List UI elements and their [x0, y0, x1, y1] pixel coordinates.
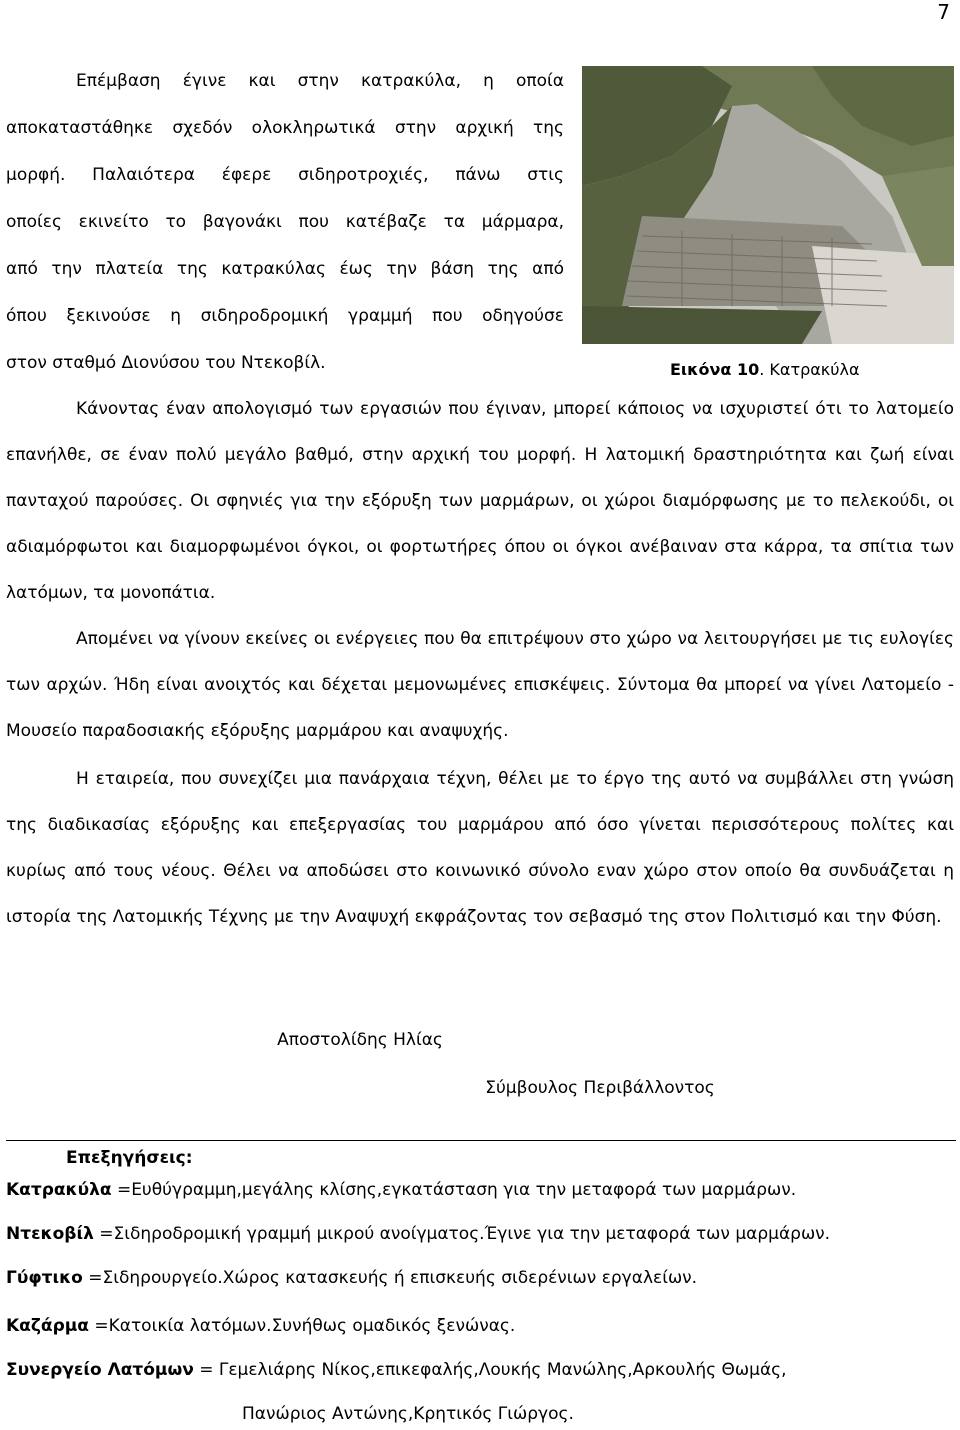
glossary-item — [6, 1316, 956, 1336]
figure-caption — [670, 360, 860, 379]
figure-label: Εικόνα 10 — [670, 360, 760, 379]
glossary-item — [6, 1180, 956, 1200]
glossary-continuation: Πανώριος Αντώνης,Κρητικός Γιώργος. — [242, 1404, 574, 1424]
intro-line: αποκαταστάθηκε σχεδόν ολοκληρωτικά στην αρχική της — [6, 118, 564, 138]
figure-caption-text: . Κατρακύλα — [759, 360, 860, 379]
signature-role: Σύμβουλος Περιβάλλοντος — [485, 1078, 715, 1098]
glossary-item — [6, 1268, 956, 1288]
glossary-term: Κατρακύλα — [6, 1180, 112, 1200]
glossary-definition: = Γεμελιάρης Νίκος,επικεφαλής,Λουκής Μανώλης,Αρκουλής Θωμάς, — [193, 1360, 787, 1380]
body-text — [6, 386, 954, 940]
paragraph: Η εταιρεία, που συνεχίζει μια πανάρχαια τέχνη, θέλει με το έργο της αυτό να συμβάλλει στη γνώση της διαδικασίας εξόρυξης και επεξεργασίας του μαρμάρου από όσο γίνεται περισσότερους πολίτες και κυρίως από τους νέους. Θέλει να αποδώσει στο κοινωνικό σύνολο εναν χώρο στον οποίο θα συνδυάζεται η ιστορία της Λατομικής Τέχνης με την Αναψυχή εκφράζοντας τον σεβασμό της στον Πολιτισμό και την Φύση. — [6, 769, 954, 927]
glossary-term: Καζάρμα — [6, 1316, 89, 1336]
glossary-term: Συνεργείο Λατόμων — [6, 1360, 194, 1380]
glossary-term: Ντεκοβίλ — [6, 1224, 94, 1244]
intro-line: από την πλατεία της κατρακύλας έως την βάση της από — [6, 259, 564, 279]
glossary-item — [6, 1224, 956, 1244]
paragraph: Κάνοντας έναν απολογισμό των εργασιών που έγιναν, μπορεί κάποιος να ισχυριστεί ότι το λατομείο επανήλθε, σε έναν πολύ μεγάλο βαθμό, στην αρχική του μορφή. Η λατομική δραστηριότητα και ζωή είναι πανταχού παρούσες. Οι σφηνιές για την εξόρυξη των μαρμάρων, οι χώροι διαμόρφωσης με το πελεκούδι, οι αδιαμόρφωτοι και διαμορφωμένοι όγκοι, οι φορτωτήρες όπου οι όγκοι ανέβαιναν στα κάρρα, τα σπίτια των λατόμων, τα μονοπάτια. — [6, 399, 954, 603]
glossary-term: Γύφτικο — [6, 1268, 83, 1288]
glossary-item — [6, 1360, 956, 1380]
glossary-definition: =Σιδηρουργείο.Χώρος κατασκευής ή επισκευής σιδερένιων εργαλείων. — [82, 1268, 698, 1288]
intro-line: Επέμβαση έγινε και στην κατρακύλα, η οποία — [76, 71, 564, 91]
intro-line: όπου ξεκινούσε η σιδηροδρομική γραμμή που οδηγούσε — [6, 306, 564, 326]
glossary-definition: =Κατοικία λατόμων.Συνήθως ομαδικός ξενώνας. — [88, 1316, 516, 1336]
intro-line: οποίες εκινείτο το βαγονάκι που κατέβαζε τα μάρμαρα, — [6, 212, 564, 232]
paragraph: Απομένει να γίνουν εκείνες οι ενέργειες που θα επιτρέψουν στο χώρο να λειτουργήσει με τις ευλογίες των αρχών. Ήδη είναι ανοιχτός και δέχεται μεμονωμένες επισκέψεις. Σύντομα θα μπορεί να γίνει Λατομείο - Μουσείο παραδοσιακής εξόρυξης μαρμάρου και αναψυχής. — [6, 629, 954, 741]
glossary-definition: =Σιδηροδρομική γραμμή μικρού ανοίγματος.Έγινε για την μεταφορά των μαρμάρων. — [93, 1224, 831, 1244]
glossary-definition: =Ευθύγραμμη,μεγάλης κλίσης,εγκατάσταση για την μεταφορά των μαρμάρων. — [111, 1180, 797, 1200]
divider — [6, 1140, 956, 1141]
glossary-heading: Επεξηγήσεις: — [66, 1148, 193, 1168]
figure-photo-katrakyla — [582, 66, 954, 344]
page-number: 7 — [937, 0, 950, 24]
intro-text — [6, 58, 564, 387]
intro-line: μορφή. Παλαιότερα έφερε σιδηροτροχιές, πάνω στις — [6, 165, 564, 185]
signature-name: Αποστολίδης Ηλίας — [277, 1030, 443, 1050]
intro-line: στον σταθμό Διονύσου του Ντεκοβίλ. — [6, 353, 326, 373]
